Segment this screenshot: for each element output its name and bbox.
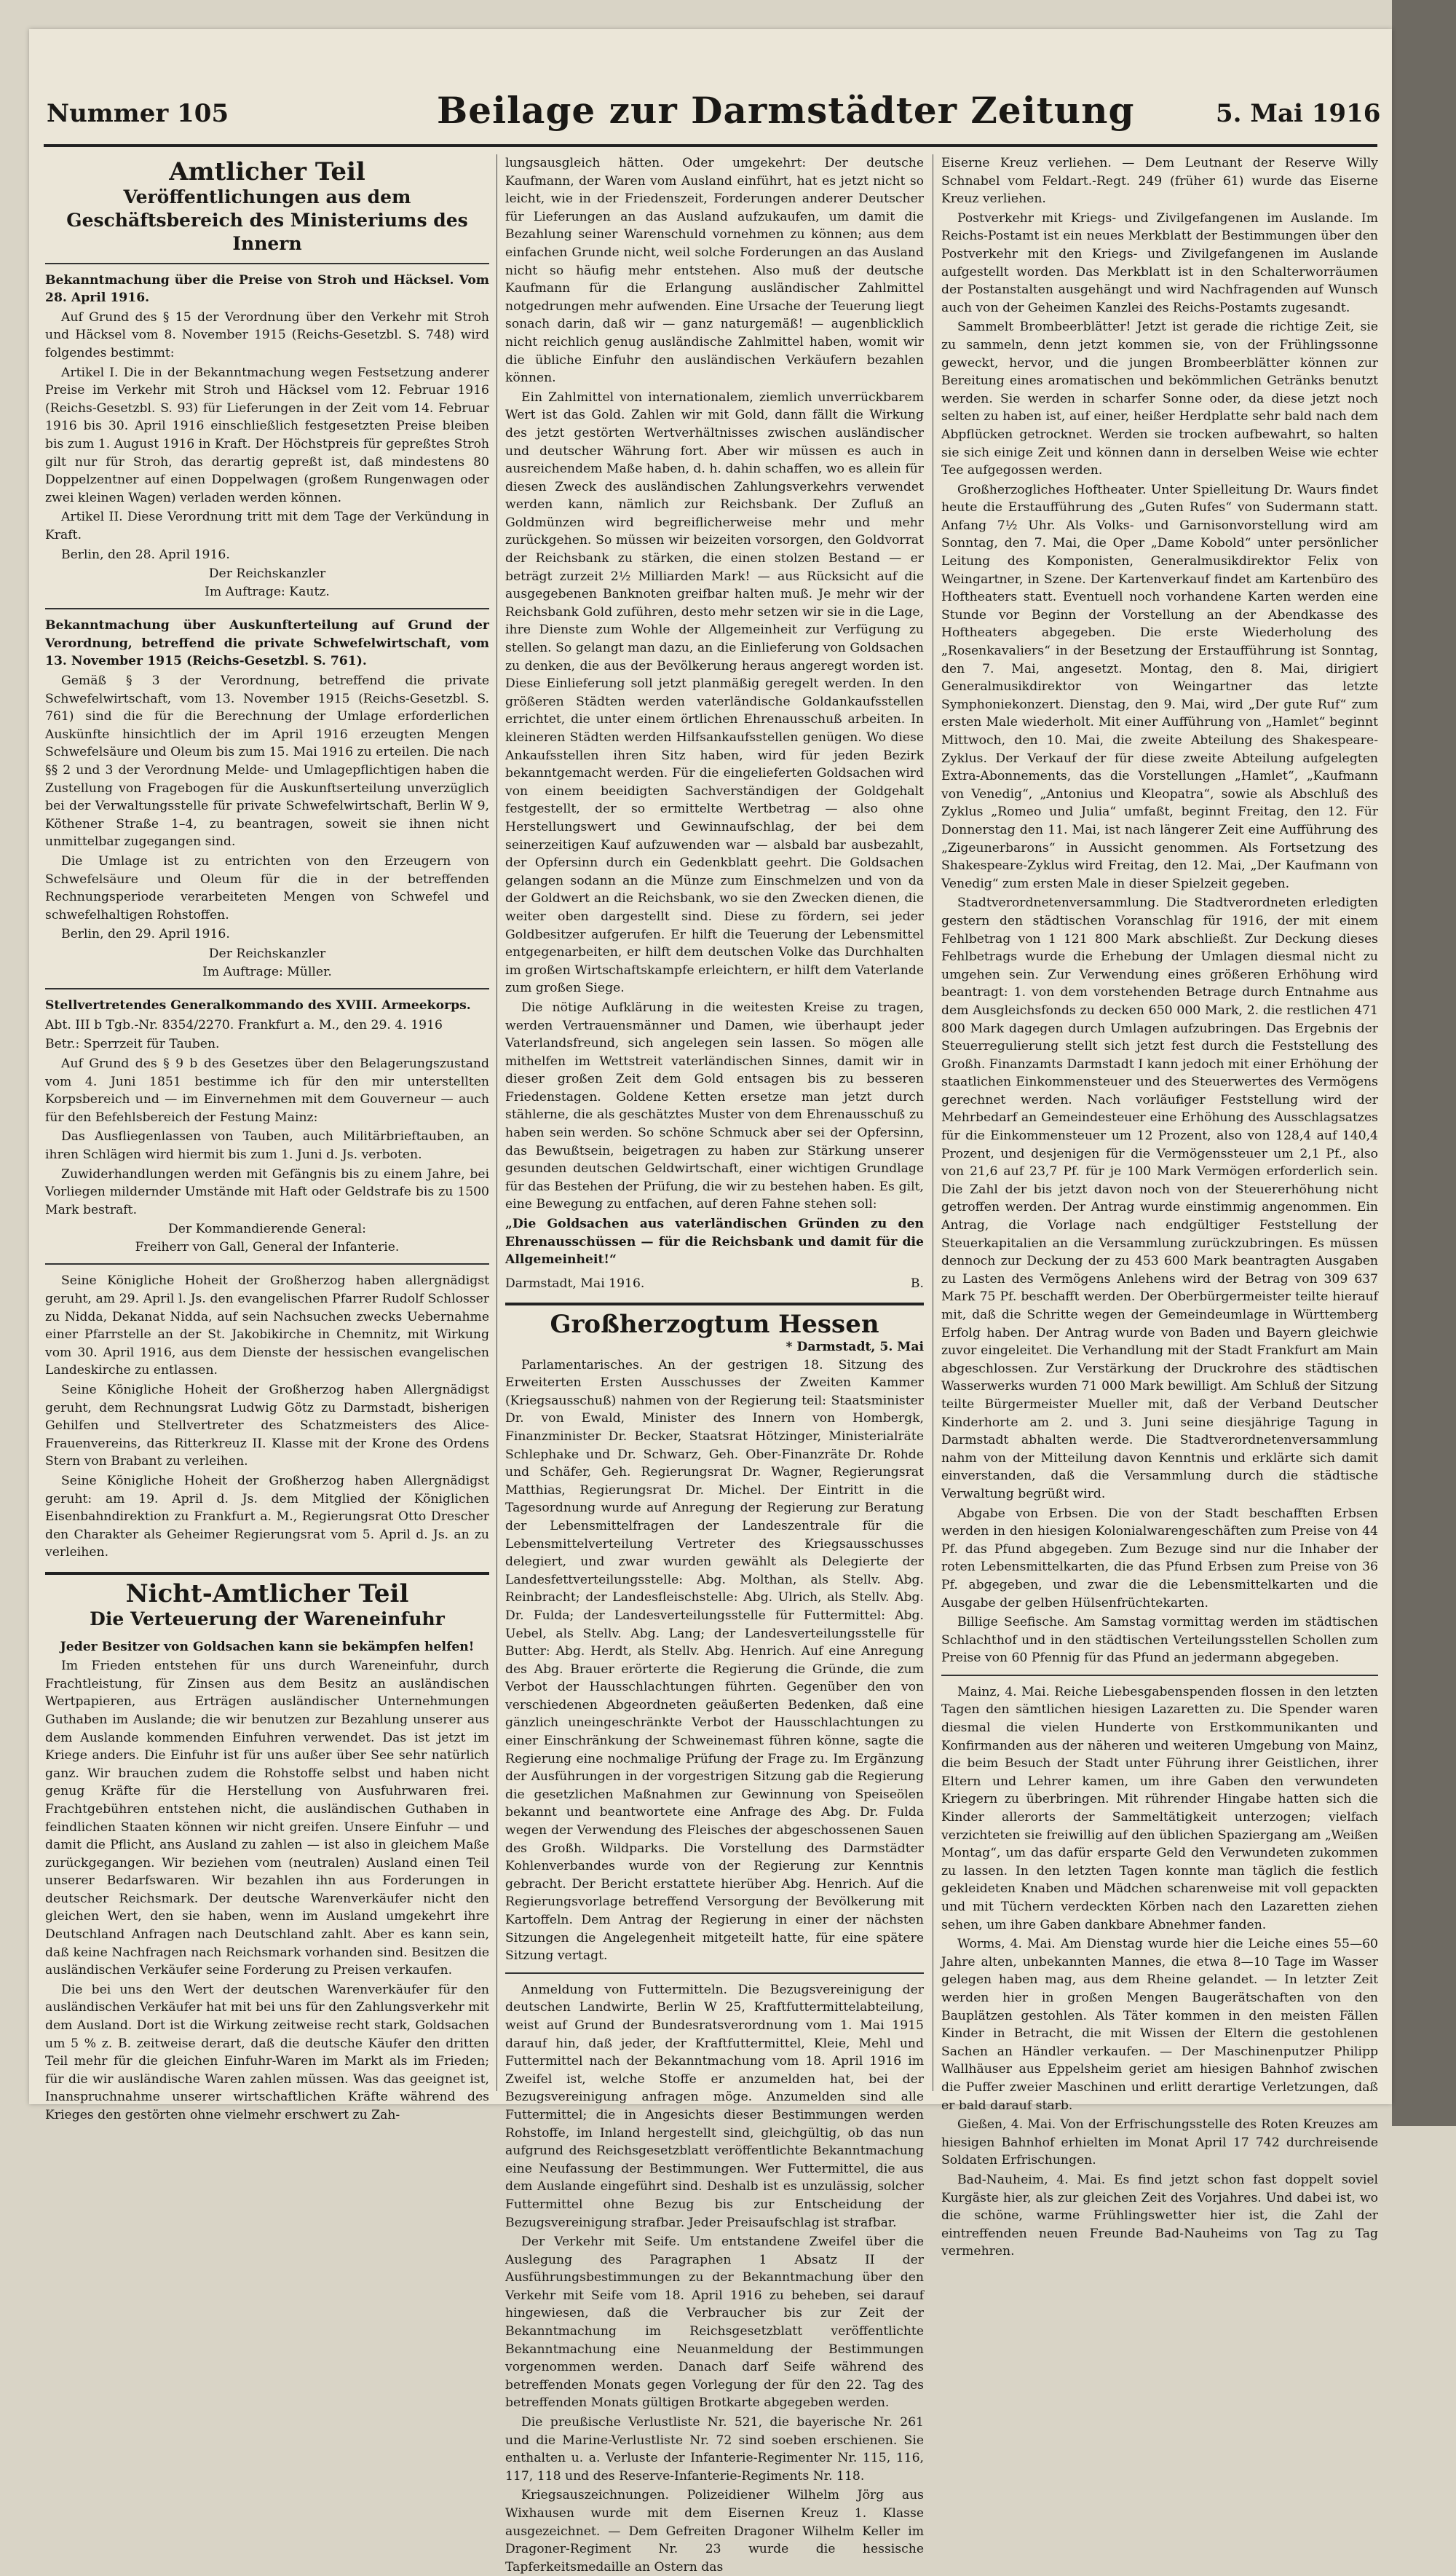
news-item: Mainz, 4. Mai. Reiche Liebesgabenspenden flossen in den letzten Tagen den sämtlichen hiesigen Lazaretten zu. Die Spender waren diesmal die vielen Hunderte von Erstkommunikanten und Konfirmanden aus der näheren und weiteren Umgebung von Mainz, die beim Besuch der Stadt unter Führung ihrer Geistlichen, ihrer Eltern und Lehrer kamen, um ihre Gaben den verwundeten Kriegern zu überbringen. Mit rührender Hingabe hatten sich die Kinder allerorts der Sammeltätigkeit unterzogen; vielfach verzichteten sie freiwillig auf den üblichen Spaziergang am „Weißen Montag“, um das dafür ersparte Geld den Verwundeten zukommen zu lassen. In den letzten Tagen konnte man täglich die festlich gekleideten Knaben und Mädchen scharenweise mit voll gepackten und mit Tüchern verdeckten Körben nach den Lazaretten ziehen sehen, um ihre Gaben dankbare Abnehmer fanden.	[941, 1684, 1378, 1932]
author-initial: B.	[910, 1276, 924, 1291]
issue-number: Nummer 105	[47, 99, 229, 128]
notice-heading: Stellvertretendes Generalkommando des XVIII. Armeekorps.	[45, 998, 471, 1014]
divider	[45, 1263, 489, 1265]
notice-paragraph: Auf Grund des § 9 b des Gesetzes über den Belagerungszustand vom 4. Juni 1851 bestimme ich für den mir unterstellten Korpsbereich und — im Einvernehmen mit dem Gouverneur — auch für den Befehlsbereich der Festung Mainz:	[45, 1056, 489, 1125]
news-item: Gießen, 4. Mai. Von der Erfrischungsstelle des Roten Kreuzes am hiesigen Bahnhof erhielten im Monat April 17 742 durchreisende Soldaten Erfrischungen.	[941, 2117, 1378, 2168]
section-title-official: Amtlicher Teil	[169, 157, 365, 186]
scanner-gutter	[1392, 0, 1456, 2126]
article-lead: Jeder Besitzer von Goldsachen kann sie bekämpfen helfen!	[60, 1639, 475, 1654]
news-item: Parlamentarisches. An der gestrigen 18. Sitzung des Erweiterten Ersten Ausschusses der Zweiten Kammer (Kriegsausschuß) nahmen von der Regierung teil: Staatsminister Dr. von Ewald, Minister des Innern von Hombergk, Finanzminister Dr. Becker, Staatsrat Hötzinger, Ministerialräte Schlephake und Dr. Schwarz, Geh. Ober-Finanzräte Dr. Rohde und Schäfer, Geh. Regierungsrat Dr. Wagner, Regierungsrat Matthias, Regierungsrat Dr. Michel. Der Eintritt in die Tagesordnung wurde auf Anregung der Regierung zur Beratung der Lebensmittelfragen der Landeszentrale für die Lebensmittelverteilung Vertreter des Kriegsausschusses delegiert, und zwar wurden gewählt als Delegierte der Landesfettverteilungsstelle: Abg. Molthan, als Stellv. Abg. Reinbracht; der Landesfleischstelle: Abg. Ulrich, als Stellv. Abg. Dr. Fulda; der Landesverteilungsstelle für Futtermittel: Abg. Uebel, als Stellv. Abg. Lang; der Landesverteilungsstelle für Butter: Abg. Herdt, als Stellv. Abg. Henrich. Auf eine Anregung des Abg. Brauer erörterte die Regierung die Gründe, die zum Verbot der Hausschlachtungen führten. Gegenüber den von verschiedenen Abgeordneten geäußerten Bedenken, daß eine gänzlich uneingeschränkte Verbot der Hausschlachtungen zu einer Einschränkung der Schweinemast führen könne, sagte die Regierung eine nochmalige Prüfung der Frage zu. Im Ergänzung der Ausführungen in der vorgestrigen Sitzung gab die Regierung die gesetzlichen Maßnahmen zur Gewinnung von Speiseölen bekannt und beantwortete eine Anfrage des Abg. Dr. Fulda wegen der Verwendung des Fleisches der abgeschossenen Sauen des Großh. Wildparks. Die Vorstellung des Darmstädter Kohlenverbandes wurde von der Regierung zur Kenntnis gebracht. Der Bericht erstattete hierüber Abg. Henrich. Auf die Regierungsvorlage betreffend Versorgung der Bevölkerung mit Kartoffeln. Dem Antrag der Regierung in einer der nächsten Sitzungen die Angelegenheit mitgeteilt hatte, für eine spätere Sitzung vertagt.	[505, 1357, 924, 1964]
news-item: Kriegsauszeichnungen. Polizeidiener Wilhelm Jörg aus Wixhausen wurde mit dem Eisernen Kreuz 1. Klasse ausgezeichnet. — Dem Gefreiten Dragoner Wilhelm Keller im Dragoner-Regiment Nr. 23 wurde die hessische Tapferkeitsmedaille an Ostern das	[505, 2488, 924, 2575]
notice-reference: Abt. III b Tgb.-Nr. 8354/2270. Frankfurt a. M., den 29. 4. 1916	[45, 1017, 443, 1032]
news-item: Bad-Nauheim, 4. Mai. Es find jetzt schon fast doppelt soviel Kurgäste hier, als zur gleichen Zeit des Vorjahres. Und dabei ist, wo die schöne, warme Frühlingswetter hier ist, die Zahl der eintreffenden neuen Freunde Bad-Nauheims von Tag zu Tag vermehren.	[941, 2172, 1378, 2259]
news-item: Der Verkehr mit Seife. Um entstandene Zweifel über die Auslegung des Paragraphen 1 Absatz II der Ausführungsbestimmungen zu der Bekanntmachung über den Verkehr mit Seife vom 18. April 1916 zu beheben, sei darauf hingewiesen, daß die Verbraucher bis zur Zeit der Bekanntmachung im Reichsgesetzblatt veröffentlichte Bekanntmachung eine Neuanmeldung der Bestimmungen vorgenommen werden. Danach darf Seife während des betreffenden Monats gegen Vorlegung der für den 22. Tag des betreffenden Monats gültigen Brotkarte abgegeben werden.	[505, 2235, 924, 2411]
article-paragraph: lungsausgleich hätten. Oder umgekehrt: Der deutsche Kaufmann, der Waren vom Ausland einführt, hat es jetzt nicht so leicht, wie in der Friedenszeit, Forderungen anderer Deutscher für Lieferungen an das Ausland aufzukaufen, um damit die Bezahlung seiner Warenschuld vornehmen zu können; aus dem einfachen Grunde nicht, weil solche Forderungen an das Ausland nicht so häufig mehr entstehen. Also muß der deutsche Kaufmann für die Erlangung ausländischer Zahlmittel notgedrungen mehr aufwenden. Eine Ursache der Teuerung liegt sonach darin, daß wir — ganz naturgemäß! — augenblicklich nicht reichlich genug ausländische Zahlmittel haben, womit wir die übliche Einfuhr den ausländischen Verkäufern bezahlen können.	[505, 156, 924, 386]
column-rule	[496, 154, 497, 2091]
newspaper-page	[29, 29, 1392, 2575]
issue-date: 5. Mai 1916	[1216, 99, 1381, 128]
notice-place-date: Berlin, den 29. April 1916.	[61, 927, 230, 942]
news-item: Sammelt Brombeerblätter! Jetzt ist gerade die richtige Zeit, sie zu sammeln, denn jetzt kommen sie, von der Frühlingssonne geweckt, hervor, und die jungen Brombeerblätter können zur Bereitung eines aromatischen und bekömmlichen Getränks benutzt werden. Sie werden in scharfer Sonne oder, da diese jetzt noch selten zu haben ist, auf einer, heißer Herdplatte sehr bald nach dem Abpflücken getrocknet. Werden sie trocken aufbewahrt, so halten sie sich einige Zeit und können dann in derselben Weise wie echter Tee aufgegossen werden.	[941, 320, 1378, 478]
article-place-date: Darmstadt, Mai 1916.	[505, 1276, 645, 1291]
news-item: Postverkehr mit Kriegs- und Zivilgefangenen im Auslande. Im Reichs-Postamt ist ein neues Merkblatt der Bestimmungen über den Postverkehr mit den Kriegs- und Zivilgefangenen im Auslande aufgestellt worden. Das Merkblatt ist in den Schalterworräumen der Postanstalten ausgehängt und wird Nachfragenden auf Wunsch auch von der Geheimen Kanzlei des Reichs-Postamts zugesandt.	[941, 210, 1378, 315]
notice-paragraph: Zuwiderhandlungen werden mit Gefängnis bis zu einem Jahre, bei Vorliegen mildernder Umstände mit Haft oder Geldstrafe bis zu 1500 Mark bestraft.	[45, 1166, 489, 1217]
news-item: Eiserne Kreuz verliehen. — Dem Leutnant der Reserve Willy Schnabel vom Feldart.-Regt. 249 (früher 61) wurde das Eiserne Kreuz verliehen.	[941, 156, 1378, 207]
article-title: Die Verteuerung der Wareneinfuhr	[90, 1608, 445, 1629]
notice-paragraph: Die Umlage ist zu entrichten von den Erzeugern von Schwefelsäure und Oleum für die in der betreffenden Rechnungsperiode verarbeiteten Mengen von Schwefel und schwefelhaltigen Rohstoffen.	[45, 854, 489, 922]
notice-paragraph: Gemäß § 3 der Verordnung, betreffend die private Schwefelwirtschaft, vom 13. November 1915 (Reichs-Gesetzbl. S. 761) sind die für die Berechnung der Umlage erforderlichen Auskünfte hinsichtlich der im April 1916 erzeugten Mengen Schwefelsäure und Oleum bis zum 15. Mai 1916 zu erteilen. Die nach §§ 2 und 3 der Verordnung Melde- und Umlagepflichtigen haben die Zustellung von Fragebogen für die Auskunftserteilung unverzüglich bei der Verwaltungsstelle für private Schwefelwirtschaft, Berlin W 9, Köthener Straße 1–4, zu beantragen, soweit sie ihnen nicht unmittelbar zugegangen sind.	[45, 673, 489, 850]
masthead	[29, 29, 1392, 138]
notice-paragraph: Auf Grund des § 15 der Verordnung über den Verkehr mit Stroh und Häcksel vom 8. November 1915 (Reichs-Gesetzbl. S. 748) wird folgendes bestimmt:	[45, 309, 489, 360]
divider	[45, 263, 489, 264]
news-item: Die preußische Verlustliste Nr. 521, die bayerische Nr. 261 und die Marine-Verlustliste Nr. 72 sind soeben erschienen. Sie enthalten u. a. Verluste der Infanterie-Regimenter Nr. 115, 116, 117, 118 und des Reserve-Infanterie-Regiments Nr. 118.	[505, 2415, 924, 2484]
article-paragraph: Ein Zahlmittel von internationalem, ziemlich unverrückbarem Wert ist das Gold. Zahlen wir mit Gold, dann fällt die Wirkung des jetzt gestörten Wertverhältnisses zwischen ausländischer und deutscher Währung fort. Aber wir müssen es auch in ausreichendem Maße haben, d. h. dahin schaffen, wo es allein für diesen Zweck des ausländischen Zahlungsverkehrs verwendet werden kann, nämlich zur Reichsbank. Der Zufluß an Goldmünzen wird begreiflicherweise mehr und mehr zurückgehen. So müssen wir beizeiten vorsorgen, den Goldvorrat der Reichsbank zu stärken, die einen stolzen Bestand — er beträgt zurzeit 2½ Milliarden Mark! — aus Rücksicht auf die ausgegebenen Banknoten greifbar halten muß. Je mehr wir der Reichsbank Gold zuführen, desto mehr setzen wir sie in die Lage, ihre Dienste zum Wohle der Allgemeinheit zur Verfügung zu stellen. So gelangt man dazu, an die Einlieferung von Goldsachen zu denken, die aus der Bevölkerung heraus angeregt worden ist. Diese Einlieferung soll jetzt planmäßig geregelt werden. In den größeren Städten werden vaterländische Goldankaufsstellen errichtet, die unter einem örtlichen Ehrenausschuß arbeiten. In kleineren Städten werden Hilfsankaufsstellen genügen. Wo diese Ankaufsstellen ihren Sitz haben, wird für jeden Bezirk bekanntgemacht werden. Für die eingelieferten Goldsachen wird von einem beeidigten Sachverständigen der Goldgehalt festgestellt, der so ermittelte Wertbetrag — also ohne Herstellungswert und Gewinnaufschlag, der bei dem seinerzeitigen Kauf aufzuwenden war — alsbald bar ausbezahlt, der Opfersinn durch ein Gedenkblatt geehrt. Die Goldsachen gelangen sodann an die Münze zum Einschmelzen und von da der Goldwert an die Reichsbank, wo sie den Zwecken dienen, die weiter oben dargestellt sind. Diese zu fördern, sei jeder Goldbesitzer aufgerufen. Er hilft die Teuerung der Lebensmittel entgegenarbeiten, er hilft dem deutschen Volke das Durchhalten im großen Wirtschaftskampfe erleichtern, er hilft dem Vaterlande zum großen Siege.	[505, 390, 924, 996]
notice-place-date: Berlin, den 28. April 1916.	[61, 547, 230, 562]
notice-paragraph: Artikel II. Diese Verordnung tritt mit dem Tage der Verkündung in Kraft.	[45, 510, 489, 542]
news-item: Billige Seefische. Am Samstag vormittag werden im städtischen Schlachthof und in den städtischen Verteilungsstellen Schollen zum Preise von 60 Pfennig für das Pfund an jedermann abgegeben.	[941, 1615, 1378, 1666]
column-3	[941, 154, 1378, 2259]
personal-notice: Seine Königliche Hoheit der Großherzog haben allergnädigst geruht, am 29. April l. Js. den evangelischen Pfarrer Rudolf Schlosser zu Nidda, Dekanat Nidda, auf sein Nachsuchen zwecks Uebernahme einer Pfarrstelle an der St. Jakobikirche in Chemnitz, mit Wirkung vom 30. April 1916, aus dem Dienste der hessischen evangelischen Landeskirche zu entlassen.	[45, 1273, 489, 1378]
divider	[505, 1972, 924, 1974]
divider	[45, 608, 489, 609]
article-signoff	[505, 1275, 924, 1293]
news-item: Anmeldung von Futtermitteln. Die Bezugsvereinigung der deutschen Landwirte, Berlin W 25, Kraftfuttermittelabteilung, weist auf Grund der Bundesratsverordnung vom 1. Mai 1915 darauf hin, daß jeder, der Kraftfuttermittel, Kleie, Mehl und Futtermittel nach der Bekanntmachung vom 18. April 1916 im Zweifel ist, welche Stoffe er anzumelden hat, bei der Bezugsvereinigung anfragen möge. Anzumelden sind alle Futtermittel; die in Angesichts dieser Bestimmungen werden Rohstoffe, im Inland hergestellt sind, gleichgültig, ob das nun aufgrund des Reichsgesetzblatt veröffentlichte Bekanntmachung eine Neufassung der Bestimmungen. Wer Futtermittel, die aus dem Auslande eingeführt sind. Deshalb ist es unzulässig, solcher Futtermittel ohne Bezug bis zur Entscheidung der Bezugsvereinigung strafbar. Jeder Preisaufschlag ist strafbar.	[505, 1982, 924, 2230]
article-paragraph: Die nötige Aufklärung in die weitesten Kreise zu tragen, werden Vertrauensmänner und Damen, wie überhaupt jeder Vaterlandsfreund, sich angelegen sein lassen. So mögen alle mithelfen im Wettstreit vaterländischen Sinnes, damit wir in dieser großen Zeit dem Gold entsagen bis zu besseren Friedenstagen. Goldene Ketten ersetze man jetzt durch stählerne, die als geschätztes Muster von dem Ehrenausschuß zu haben sein werden. So schöne Schmuck aber sei der Opfersinn, das Bewußtsein, beigetragen zu haben zur Stärkung unserer gesunden deutschen Geldwirtschaft, einer wichtigen Grundlage für das Bestehen der Prüfung, die wir zu bestehen haben. Es gilt, eine Bewegung zu entfachen, auf deren Fahne stehen soll:	[505, 1000, 924, 1212]
notice-paragraph: Das Ausfliegenlassen von Tauben, auch Militärbrieftauben, an ihren Schlägen wird hiermit bis zum 1. Juni d. Js. verboten.	[45, 1129, 489, 1162]
notice-signature: Der Reichskanzler	[208, 566, 326, 582]
notice-heading: Bekanntmachung über die Preise von Stroh und Häcksel. Vom 28. April 1916.	[45, 272, 489, 306]
notice-signature: Freiherr von Gall, General der Infanterie.	[135, 1239, 400, 1255]
newspaper-title: Beilage zur Darmstädter Zeitung	[437, 89, 1135, 132]
section-title-hessen: Großherzogtum Hessen	[550, 1310, 879, 1340]
news-item: Worms, 4. Mai. Am Dienstag wurde hier die Leiche eines 55—60 Jahre alten, unbekannten Mannes, die etwa 8—10 Tage im Wasser gelegen haben mag, aus dem Rheine gelandet. — In letzter Zeit werden hier in großen Mengen Baugerätschaften von den Bauplätzen gestohlen. Als Täter kommen in den meisten Fällen Kinder in Betracht, die mit Wissen der Eltern die gestohlenen Sachen an Händler verkaufen. — Der Maschinenputzer Philipp Wallhäuser aus Eppelsheim geriet am hiesigen Bahnhof zwischen die Puffer zweier Maschinen und erlitt derartige Verletzungen, daß er bald darauf starb.	[941, 1937, 1378, 2113]
article-motto: „Die Goldsachen aus vaterländischen Gründen zu den Ehrenausschüssen — für die Reichsbank und damit für die Allgemeinheit!“	[505, 1217, 924, 1268]
article-paragraph: Die bei uns den Wert der deutschen Warenverkäufer für den ausländischen Verkäufer hat mit bei uns für den Zahlungsverkehr mit dem Ausland. Dort ist die Wirkung zeitweise recht stark, Goldsachen um 5 % z. B. zeitweise derart, daß die deutsche Käufer den dritten Teil mehr für die gleichen Einfuhr-Waren im Markt als im Frieden; für die wir ausländische Waren zahlen müssen. Was das geeignet ist, Inanspruchnahme unserer wirtschaftlichen Kräfte während des Krieges den gestörten ohne vielmehr erschwert zu Zah-	[45, 1982, 489, 2122]
notice-signature: Der Reichskanzler	[208, 946, 326, 961]
notice-paragraph: Artikel I. Die in der Bekanntmachung wegen Festsetzung anderer Preise im Verkehr mit Stroh und Häcksel vom 12. Februar 1916 (Reichs-Gesetzbl. S. 93) für Lieferungen in der Zeit vom 14. Februar 1916 bis 30. April 1916 einschließlich festgesetzten Preise bleiben bis zum 1. August 1916 in Kraft. Der Höchstpreis für gepreßtes Stroh gilt nur für Stroh, das derartig gepreßt ist, daß mindestens 80 Doppelzentner auf einen Doppelwagen (großem Rungenwagen oder zwei kleinen Wagen) verladen werden können.	[45, 365, 489, 505]
notice-subject: Betr.: Sperrzeit für Tauben.	[45, 1037, 220, 1052]
notice-signature: Der Kommandierende General:	[168, 1222, 366, 1237]
article-paragraph: Im Frieden entstehen für uns durch Wareneinfuhr, durch Frachtleistung, für Zinsen aus dem Besitz an ausländischen Wertpapieren, aus Erträgen ausländischer Unternehmungen Guthaben im Auslande; die wir benutzen zur Bezahlung unserer aus dem Auslande kommenden Einfuhren verwendet. Das ist jetzt im Kriege anders. Die Einfuhr ist für uns außer über See sehr natürlich ganz. Wir brauchen zudem die Rohstoffe selbst und haben nicht genug Kräfte für die Herstellung von Ausfuhrwaren frei. Frachtgebühren entstehen nicht, die ausländischen Guthaben in feindlichen Staaten können wir nicht greifen. Unsere Einfuhr — und damit die Pflicht, ans Ausland zu zahlen — ist also in gleichem Maße zurückgegangen. Wir beziehen vom (neutralen) Ausland einen Teil unserer Bedarfswaren. Wir bezahlen ihn aus Forderungen in deutscher Reichsmark. Der deutsche Warenverkäufer nicht den gleichen Wert, den sie haben, wenn im Ausland umgekehrt ihre Deutschland Anfragen nach Deutschland zahlt. Aber es kann sein, daß keine Nachfragen nach Reichsmark vorhanden sind. Besitzen die ausländischen Verkäufer seine Forderung zu Preisen verkaufen.	[45, 1659, 489, 1978]
news-item: Großherzogliches Hoftheater. Unter Spielleitung Dr. Waurs findet heute die Erstaufführung des „Guten Rufes“ von Sudermann statt. Anfang 7½ Uhr. Als Volks- und Garnisonvorstellung wird am Sonntag, den 7. Mai, die Oper „Dame Kobold“ unter persönlicher Leitung des Komponisten, Generalmusikdirektor Felix von Weingartner, in Szene. Der Kartenverkauf findet am Kartenbüro des Hoftheaters statt. Eventuell noch vorhandene Karten werden eine Stunde vor Beginn der Vorstellung an der Abendkasse des Hoftheaters abgegeben. Die erste Wiederholung des „Rosenkavaliers“ in der Besetzung der Erstaufführung ist Sonntag, den 7. Mai, angesetzt. Montag, den 8. Mai, dirigiert Generalmusikdirektor von Weingartner das letzte Symphoniekonzert. Dienstag, den 9. Mai, wird „Der gute Ruf“ zum ersten Male wiederholt. Mit einer Aufführung von „Hamlet“ beginnt Mittwoch, den 10. Mai, die zweite Abteilung des Shakespeare-Zyklus. Der Verkauf der für diese zweite Abteilung aufgelegten Extra-Abonnements, das die Vorstellungen „Hamlet“, „Kaufmann von Venedig“, „Antonius und Kleopatra“, sowie als Abschluß des Zyklus „Romeo und Julia“ umfaßt, beginnt Freitag, den 12. Für Donnerstag den 11. Mai, ist nach längerer Zeit eine Aufführung des „Zigeunerbarons“ in Aussicht genommen. Als Fortsetzung des Shakespeare-Zyklus wird Freitag, den 12. Mai, „Der Kaufmann von Venedig“ zum ersten Male in dieser Spielzeit gegeben.	[941, 482, 1378, 891]
notice-signature: Im Auftrage: Kautz.	[205, 584, 330, 599]
section-title-unofficial: Nicht-Amtlicher Teil	[125, 1579, 409, 1608]
section-divider	[505, 1303, 924, 1305]
section-divider	[45, 1572, 489, 1575]
dateline: * Darmstadt, 5. Mai	[786, 1340, 924, 1354]
divider	[45, 988, 489, 989]
column-2	[505, 154, 924, 2575]
news-item: Stadtverordnetenversammlung. Die Stadtverordneten erledigten gestern den städtischen Voranschlag für 1916, der mit einem Fehlbetrag von 1 121 800 Mark abschließt. Zur Deckung dieses Fehlbetrags wurde die Erhebung der Umlagen diesmal nicht zu umgehen sein. Zur Verwendung eines größeren Erhöhung wird beantragt: 1. von dem vorstehenden Betrage durch Entnahme aus dem Ausgleichsfonds zu decken 650 000 Mark, 2. die restlichen 471 800 Mark dagegen durch Umlagen aufzubringen. Das Ergebnis der Steuerregulierung stellt sich jetzt fest durch die Feststellung des Großh. Finanzamts Darmstadt I kann jedoch mit einer Erhöhung der staatlichen Einkommensteuer und des Steuerwertes des Vermögens gerechnet werden. Nach vorläufiger Feststellung wird der Mehrbedarf an Gemeindesteuer eine Erhöhung des Ausschlagsatzes für die Einkommensteuer um 12 Prozent, also von 128,4 auf 140,4 Prozent, und desjenigen für die Vermögenssteuer um 2,1 Pf., also von 21,6 auf 23,7 Pf. für je 100 Mark Vermögen erforderlich sein. Die Zahl der bis jetzt davon noch von der Steuererhöhung nicht getroffen werden. Der Antrag wurde einstimmig angenommen. Ein Antrag, die Vorlage nach endgültiger Feststellung der Steuerkapitalien an die Versammlung zurückzubringen. Es müssen dennoch zur Deckung der zu 453 600 Mark beantragten Ausgaben zu Lasten des Vermögens Anlehens wird der Betrag von 309 637 Mark 75 Pf. beschafft werden. Der Oberbürgermeister teilte hierauf mit, daß die Schritte wegen der Gemeindeumlage in Württemberg Erfolg haben. Der Antrag wurde von Baden und Bayern gleichwie zuvor eingeleitet. Die Verhandlung mit der Stadt Frankfurt am Main abgeschlossen. Zur Verstärkung der Druckrohre des städtischen Wasserwerks wurden 71 000 Mark bewilligt. Am Schluß der Sitzung teilte Bürgermeister Mueller mit, daß der Verband Deutscher Kinderhorte am 2. und 3. Juni seine diesjährige Tagung in Darmstadt abhalten werde. Die Stadtverordnetenversammlung nahm von der Mitteilung davon Kenntnis und erklärte sich damit einverstanden, daß die Versammlung durch die städtische Verwaltung begrüßt wird.	[941, 896, 1378, 1501]
notice-heading: Bekanntmachung über Auskunfterteilung auf Grund der Verordnung, betreffend die private Schwefelwirtschaft, vom 13. November 1915 (Reichs-Gesetzbl. S. 761).	[45, 618, 489, 669]
masthead-rule	[44, 144, 1377, 147]
personal-notice: Seine Königliche Hoheit der Großherzog haben Allergnädigst geruht, dem Rechnungsrat Ludwig Götz zu Darmstadt, bisherigen Gehilfen und Stellvertreter des Schatzmeisters des Alice-Frauenvereins, das Ritterkreuz II. Klasse mit der Krone des Ordens Stern von Brabant zu verleihen.	[45, 1383, 489, 1469]
divider	[941, 1675, 1378, 1676]
news-item: Abgabe von Erbsen. Die von der Stadt beschafften Erbsen werden in den hiesigen Kolonialwarengeschäften zum Preise von 44 Pf. das Pfund abgegeben. Zum Bezuge sind nur die Inhaber der roten Lebensmittelkarten, die das Pfund Erbsen zum Preise von 36 Pf. abgegeben, und zwar die die Lebensmittelkarten und die Ausgabe der gelben Hülsenfrüchtekarten.	[941, 1506, 1378, 1611]
ministry-subtitle: Veröffentlichungen aus dem Geschäftsbereich des Ministeriums des Innern	[66, 186, 468, 254]
personal-notice: Seine Königliche Hoheit der Großherzog haben Allergnädigst geruht: am 19. April d. Js. dem Mitglied der Königlichen Eisenbahndirektion zu Frankfurt a. M., Regierungsrat Otto Drescher den Charakter als Geheimer Regierungsrat vom 5. April d. Js. an zu verleihen.	[45, 1474, 489, 1560]
notice-signature: Im Auftrage: Müller.	[202, 964, 332, 979]
column-1	[45, 154, 489, 2122]
